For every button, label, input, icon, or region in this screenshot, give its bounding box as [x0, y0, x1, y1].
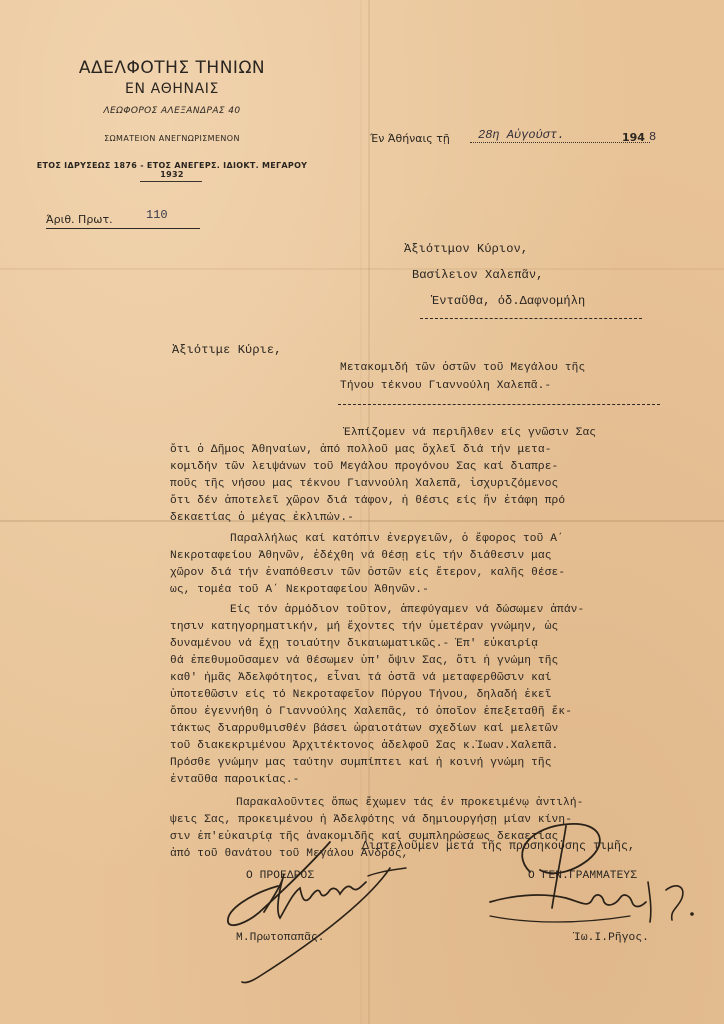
- recipient-line: Ἀξιότιμον Κύριον,: [404, 242, 529, 256]
- president-title: Ο ΠΡΟΕΔΡΟΣ: [246, 870, 315, 882]
- protocol-number-field: [46, 208, 200, 229]
- body-line: τοῦ διακεκριμένου Ἀρχιτέκτονος ἀδελφοῦ Σας κ.Ἰωαν.Χαλεπᾶ.: [170, 740, 559, 752]
- body-line: Παραλλήλως καί κατόπιν ἐνεργειῶν, ὁ ἔφορος τοῦ Α΄: [230, 533, 564, 545]
- subject-line: Τήνου τέκνου Γιαννούλη Χαλεπᾶ.-: [340, 380, 552, 392]
- recipient-underline: [420, 318, 642, 319]
- body-line: χῶρον διά τήν ἐναπόθεσιν τῶν ὀστῶν είς ἕτερον, καλῆς θέσε-: [170, 567, 566, 579]
- date-year-prefix: 194: [622, 131, 645, 144]
- subject-line: Μετακομιδή τῶν ὀστῶν τοῦ Μεγάλου τῆς: [340, 362, 586, 374]
- secretary-name: Ἰω.Ι.Ρῆγος.: [574, 932, 649, 944]
- body-line: Πρόσθε γνώμην μας ταύτην συμπίπτει καί ἡ κοινή γνώμη τῆς: [170, 757, 552, 769]
- body-line: ποῦς τῆς νήσου μας τέκνου Γιαννούλη Χαλεπᾶ, ἰσχυριζόμενος: [170, 478, 559, 490]
- body-line: Νεκροταφείου Ἀθηνῶν, ἐδέχθη νά θέσῃ είς τήν διάθεσιν μας: [170, 550, 552, 562]
- body-line: Ἐλπίζομεν νά περιῆλθεν είς γνῶσιν Σας: [344, 427, 597, 439]
- president-signature: [220, 838, 420, 988]
- body-line: ψεις Σας, προκειμένου ἡ Ἀδελφότης νά δημιουργήσῃ μίαν κίνη-: [170, 814, 573, 826]
- salutation: Ἀξιότιμε Κύριε,: [172, 343, 282, 357]
- date-prefix: Έν Άθήναις τῇ: [370, 132, 450, 145]
- president-name: Μ.Πρωτοπαπᾶς.: [236, 932, 325, 944]
- subject-underline: [338, 404, 660, 405]
- body-line: Είς τόν ἁρμόδιον τοῦτον, ἀπεφύγαμεν νά δώσωμεν ἀπάν-: [230, 604, 585, 616]
- body-line: καθ' ἡμᾶς Ἀδελφότητος, εἶναι τά ὀστᾶ νά μεταφερθῶσιν καί: [170, 672, 552, 684]
- organization-address: ΛΕΩΦΟΡΟΣ ΑΛΕΞΑΝΔΡΑΣ 40: [103, 106, 241, 116]
- body-line: ως, τομέα τοῦ Α΄ Νεκροταφείου Ἀθηνῶν.-: [170, 584, 429, 596]
- body-line: θά ἐπεθυμοῦσαμεν νά θέσωμεν ὑπ' ὄψιν Σας, ὅτι ἡ γνώμη τῆς: [170, 655, 559, 667]
- body-line: ὑποτεθῶσιν είς τό Νεκροταφεῖον Πύργου Τήνου, δηλαδή ἐκεῖ: [170, 689, 552, 701]
- founding-years: ΕΤΟΣ ΙΔΡΥΣΕΩΣ 1876 - ΕΤΟΣ ΑΝΕΓΕΡΣ. ΙΔΙΟΚΤ. ΜΕΓΑΡΟΥ 1932: [36, 161, 308, 179]
- organization-society: ΣΩΜΑΤΕΙΟΝ ΑΝΕΓΝΩΡΙΣΜΕΝΟΝ: [104, 134, 240, 143]
- paper-fold-horizontal: [0, 520, 724, 522]
- body-line: τάκτως διαρρυθμισθέν βάσει ὡραιοτάτων σχεδίων καί μελετῶν: [170, 723, 559, 735]
- closing-line: Διατελοῦμεν μετά τῆς προσηκούσης τιμῆς,: [362, 840, 636, 853]
- letterhead-divider: [140, 181, 202, 182]
- date-day-month: 28η Αὐγούστ.: [478, 128, 565, 142]
- protocol-label: Άριθ. Πρωτ.: [46, 213, 113, 226]
- body-line: ὅτι δέν ἀποτελεῖ χῶρον διά τάφον, ἡ θέσις είς ἥν ἐτάφη πρό: [170, 495, 566, 507]
- body-line: ὅπου ἐγεννήθη ὁ Γιαννούλης Χαλεπᾶς, τό ὁποῖον ἐπεξεταθῆ ἔκ-: [170, 706, 573, 718]
- organization-city: ΕΝ ΑΘΗΝΑΙΣ: [125, 81, 219, 97]
- body-line: τησιν κατηγορηματικήν, μή ἔχοντες τήν ὑμετέραν γνώμην, ὡς: [170, 621, 559, 633]
- secretary-signature: [470, 812, 710, 942]
- body-line: ὅτι ὁ Δῆμος Ἀθηναίων, ἀπό πολλοῦ μας ὄχλεῖ διά τήν μετα-: [170, 444, 552, 456]
- body-line: σιν ἐπ'εὐκαιρίᾳ τῆς ἀνακομιδῆς καί συμπληρώσεως δεκαετίας: [170, 831, 559, 843]
- body-line: Παρακαλοῦντες ὅπως ἔχωμεν τάς ἐν προκειμένῳ ἀντιλή-: [236, 797, 584, 809]
- body-line: δυναμένου νά ἔχῃ τοιαύτην δικαιωματικῶς.- Ἐπ' εὐκαιρίᾳ: [170, 638, 538, 650]
- body-line: δεκαετίας ὁ μέγας ἐκλιπών.-: [170, 512, 354, 524]
- paper-fold-horizontal: [0, 268, 724, 270]
- body-line: ἀπό τοῦ θανάτου τοῦ Μεγάλου Ἀνδρός,: [170, 848, 409, 860]
- recipient-line: Ἐνταῦθα, όδ.Δαφνομήλη: [432, 294, 586, 308]
- organization-name: ΑΔΕΛΦΟΤΗΣ ΤΗΝΙΩΝ: [78, 58, 266, 78]
- date-line: [370, 128, 660, 148]
- secretary-title: Ο ΓΕΝ.ΓΡΑΜΜΑΤΕΥΣ: [528, 870, 638, 882]
- recipient-line: Βασίλειον Χαλεπᾶν,: [412, 268, 544, 282]
- protocol-number: 110: [146, 208, 168, 222]
- body-line: ἐνταῦθα παροικίας.-: [170, 774, 300, 786]
- body-line: κομιδήν τῶν λειψάνων τοῦ Μεγάλου προγόνου Σας καί διαπρε-: [170, 461, 559, 473]
- date-year-digit: 8: [649, 130, 657, 144]
